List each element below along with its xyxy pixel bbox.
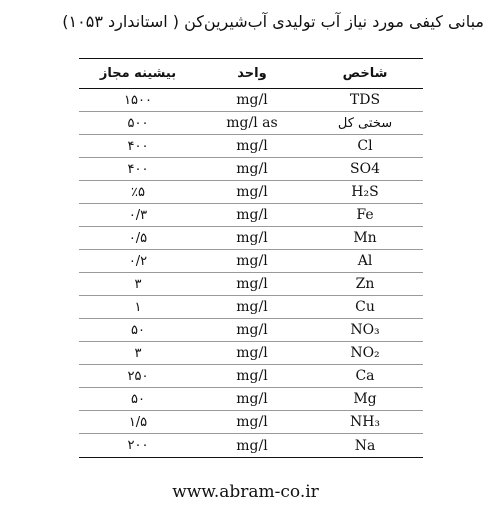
page-title: مبانی کیفی مورد نیاز آب تولیدی آب‌شیرین‌کن ( استاندارد ۱۰۵۳) bbox=[62, 12, 484, 31]
max-allowed-cell: ٪۵ bbox=[131, 184, 145, 200]
table-row bbox=[79, 296, 423, 319]
unit-cell: mg/l bbox=[236, 299, 268, 315]
indicator-cell: Na bbox=[354, 437, 376, 454]
max-allowed-cell: ۵۰ bbox=[131, 322, 145, 338]
max-allowed-cell: ۰/۵ bbox=[128, 230, 148, 246]
indicator-cell: Fe bbox=[356, 207, 374, 223]
max-allowed-cell: ۵۰ bbox=[131, 391, 145, 407]
indicator-cell: Cu bbox=[355, 299, 375, 315]
table-row bbox=[79, 204, 423, 227]
max-allowed-cell: ۳ bbox=[134, 276, 142, 292]
indicator-cell: Ca bbox=[355, 368, 375, 384]
indicator-cell: H₂S bbox=[351, 184, 379, 200]
max-allowed-cell: ۵۰۰ bbox=[127, 115, 149, 131]
unit-cell: mg/l bbox=[236, 184, 268, 200]
max-allowed-cell: ۱۵۰۰ bbox=[124, 92, 152, 108]
table-row bbox=[79, 388, 423, 411]
indicator-cell: Al bbox=[357, 253, 373, 269]
indicator-cell: NO₂ bbox=[350, 345, 380, 361]
table-row bbox=[79, 365, 423, 388]
max-allowed-cell: ۰/۲ bbox=[128, 253, 148, 269]
max-allowed-cell: ۲۵۰ bbox=[127, 368, 149, 384]
max-allowed-cell: ۱ bbox=[134, 299, 142, 315]
unit-cell: mg/l bbox=[236, 437, 268, 454]
unit-cell: mg/l bbox=[236, 368, 268, 384]
standards-table bbox=[79, 58, 423, 458]
header-max-allowed: بیشینه مجاز bbox=[99, 66, 177, 81]
table-row bbox=[79, 135, 423, 158]
unit-cell: mg/l bbox=[236, 322, 268, 338]
unit-cell: mg/l bbox=[236, 230, 268, 246]
indicator-cell: NO₃ bbox=[350, 322, 380, 338]
indicator-cell: Zn bbox=[355, 276, 375, 292]
table-row bbox=[79, 319, 423, 342]
table-row bbox=[79, 273, 423, 296]
table-row bbox=[79, 434, 423, 457]
unit-cell: mg/l as bbox=[226, 115, 278, 131]
table-row bbox=[79, 411, 423, 434]
table-row bbox=[79, 158, 423, 181]
unit-cell: mg/l bbox=[236, 253, 268, 269]
indicator-cell: Mg bbox=[353, 391, 377, 407]
indicator-cell: TDS bbox=[349, 92, 381, 108]
max-allowed-cell: ۴۰۰ bbox=[127, 138, 149, 154]
unit-cell: mg/l bbox=[236, 414, 268, 430]
website-url: www.abram-co.ir bbox=[172, 482, 319, 502]
unit-cell: mg/l bbox=[236, 276, 268, 292]
indicator-cell: Cl bbox=[357, 138, 373, 154]
header-indicator: شاخص bbox=[342, 66, 388, 81]
table-row bbox=[79, 227, 423, 250]
table-row bbox=[79, 250, 423, 273]
indicator-cell: سختی کل bbox=[337, 115, 393, 131]
table-row bbox=[79, 89, 423, 112]
unit-cell: mg/l bbox=[236, 161, 268, 177]
table-header-row bbox=[79, 59, 423, 89]
header-unit: واحد bbox=[237, 66, 267, 81]
indicator-cell: NH₃ bbox=[349, 414, 381, 430]
unit-cell: mg/l bbox=[236, 92, 268, 108]
table-row bbox=[79, 342, 423, 365]
table-body bbox=[79, 89, 423, 457]
unit-cell: mg/l bbox=[236, 138, 268, 154]
indicator-cell: SO4 bbox=[350, 161, 380, 177]
max-allowed-cell: ۱/۵ bbox=[128, 414, 148, 430]
table-row bbox=[79, 112, 423, 135]
unit-cell: mg/l bbox=[236, 207, 268, 223]
indicator-cell: Mn bbox=[353, 230, 377, 246]
table-row bbox=[79, 181, 423, 204]
unit-cell: mg/l bbox=[236, 391, 268, 407]
unit-cell: mg/l bbox=[236, 345, 268, 361]
max-allowed-cell: ۰/۳ bbox=[128, 207, 148, 223]
max-allowed-cell: ۴۰۰ bbox=[127, 161, 149, 177]
max-allowed-cell: ۳ bbox=[134, 345, 142, 361]
max-allowed-cell: ۲۰۰ bbox=[127, 438, 149, 453]
